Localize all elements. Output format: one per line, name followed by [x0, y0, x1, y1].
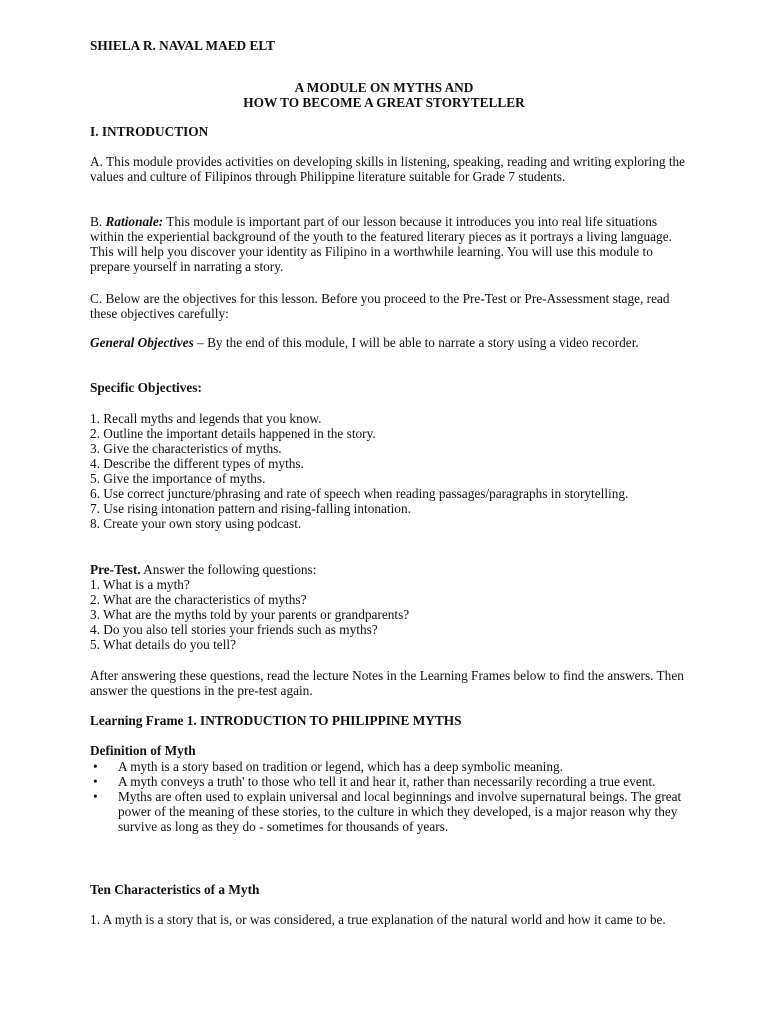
definition-bullet: • A myth conveys a truth' to those who tell it and hear it, rather than necessarily recording a true event.: [93, 774, 656, 789]
author-header: SHIELA R. NAVAL MAED ELT: [90, 38, 275, 53]
objective-item: 7. Use rising intonation pattern and rising-falling intonation.: [90, 501, 411, 516]
pretest-question: 5. What details do you tell?: [90, 637, 236, 652]
objective-item: 8. Create your own story using podcast.: [90, 516, 302, 531]
general-objectives-text: – By the end of this module, I will be able to narrate a story using a video recorder.: [193, 335, 639, 350]
intro-paragraph-c: C. Below are the objectives for this lesson. Before you proceed to the Pre-Test or Pre-Assessment stage, read these objectives carefully:: [90, 291, 670, 321]
pretest-question: 1. What is a myth?: [90, 577, 190, 592]
introduction-heading: I. INTRODUCTION: [90, 124, 209, 139]
general-objectives-label: General Objectives: [90, 335, 194, 350]
after-pretest-paragraph: After answering these questions, read the lecture Notes in the Learning Frames below to find the answers. Then answer the questions in the pre-test again.: [90, 668, 684, 698]
bullet-icon: •: [93, 774, 98, 789]
definition-bullet: • A myth is a story based on tradition or legend, which has a deep symbolic meaning.: [93, 759, 563, 774]
specific-objectives-heading: Specific Objectives:: [90, 380, 202, 395]
objective-item: 3. Give the characteristics of myths.: [90, 441, 282, 456]
characteristics-heading: Ten Characteristics of a Myth: [90, 882, 260, 897]
specific-objectives-list: [90, 411, 690, 531]
objective-item: 1. Recall myths and legends that you know.: [90, 411, 322, 426]
para-b-prefix: B.: [90, 214, 106, 229]
definition-bullet-list: [90, 759, 690, 834]
definition-bullet: • Myths are often used to explain universal and local beginnings and involve supernatural beings. The great power of the meaning of these stories, to the culture in which they developed, is a major reason why they survive as long as they do - sometimes for thousands of years.: [93, 789, 682, 834]
pretest-question: 2. What are the characteristics of myths?: [90, 592, 307, 607]
title-line-1: A MODULE ON MYTHS AND: [294, 80, 474, 95]
objective-item: 6. Use correct juncture/phrasing and rate of speech when reading passages/paragraphs in storytelling.: [90, 486, 629, 501]
characteristic-item: 1. A myth is a story that is, or was considered, a true explanation of the natural world and how it came to be.: [90, 912, 666, 927]
bullet-icon: •: [93, 759, 98, 774]
bullet-icon: •: [93, 789, 98, 804]
intro-paragraph-a: A. This module provides activities on developing skills in listening, speaking, reading and writing exploring the values and culture of Filipinos through Philippine literature suitable for Grade 7 students.: [90, 154, 686, 184]
title-line-2: HOW TO BECOME A GREAT STORYTELLER: [243, 95, 525, 110]
rationale-text: This module is important part of our lesson because it introduces you into real life situations within the experiential background of the youth to the featured literary pieces as it portrays a living language. This will help you discover your identity as Filipino in a worthwhile learning. You will use this module to prepare yourself in narrating a story.: [90, 214, 672, 274]
objective-item: 5. Give the importance of myths.: [90, 471, 266, 486]
intro-paragraph-b: [90, 214, 690, 274]
pretest-label: Pre-Test.: [90, 562, 141, 577]
definition-heading: Definition of Myth: [90, 743, 196, 758]
general-objectives: [90, 335, 690, 350]
pretest-question: 3. What are the myths told by your parents or grandparents?: [90, 607, 410, 622]
rationale-label: Rationale:: [105, 214, 164, 229]
pretest-instruction: Answer the following questions:: [140, 562, 317, 577]
pretest-questions: [90, 577, 690, 652]
objective-item: 4. Describe the different types of myths.: [90, 456, 304, 471]
objective-item: 2. Outline the important details happened in the story.: [90, 426, 376, 441]
pretest-question: 4. Do you also tell stories your friends such as myths?: [90, 622, 378, 637]
pretest-intro: [90, 562, 690, 577]
learning-frame-heading: Learning Frame 1. INTRODUCTION TO PHILIPPINE MYTHS: [90, 713, 462, 728]
